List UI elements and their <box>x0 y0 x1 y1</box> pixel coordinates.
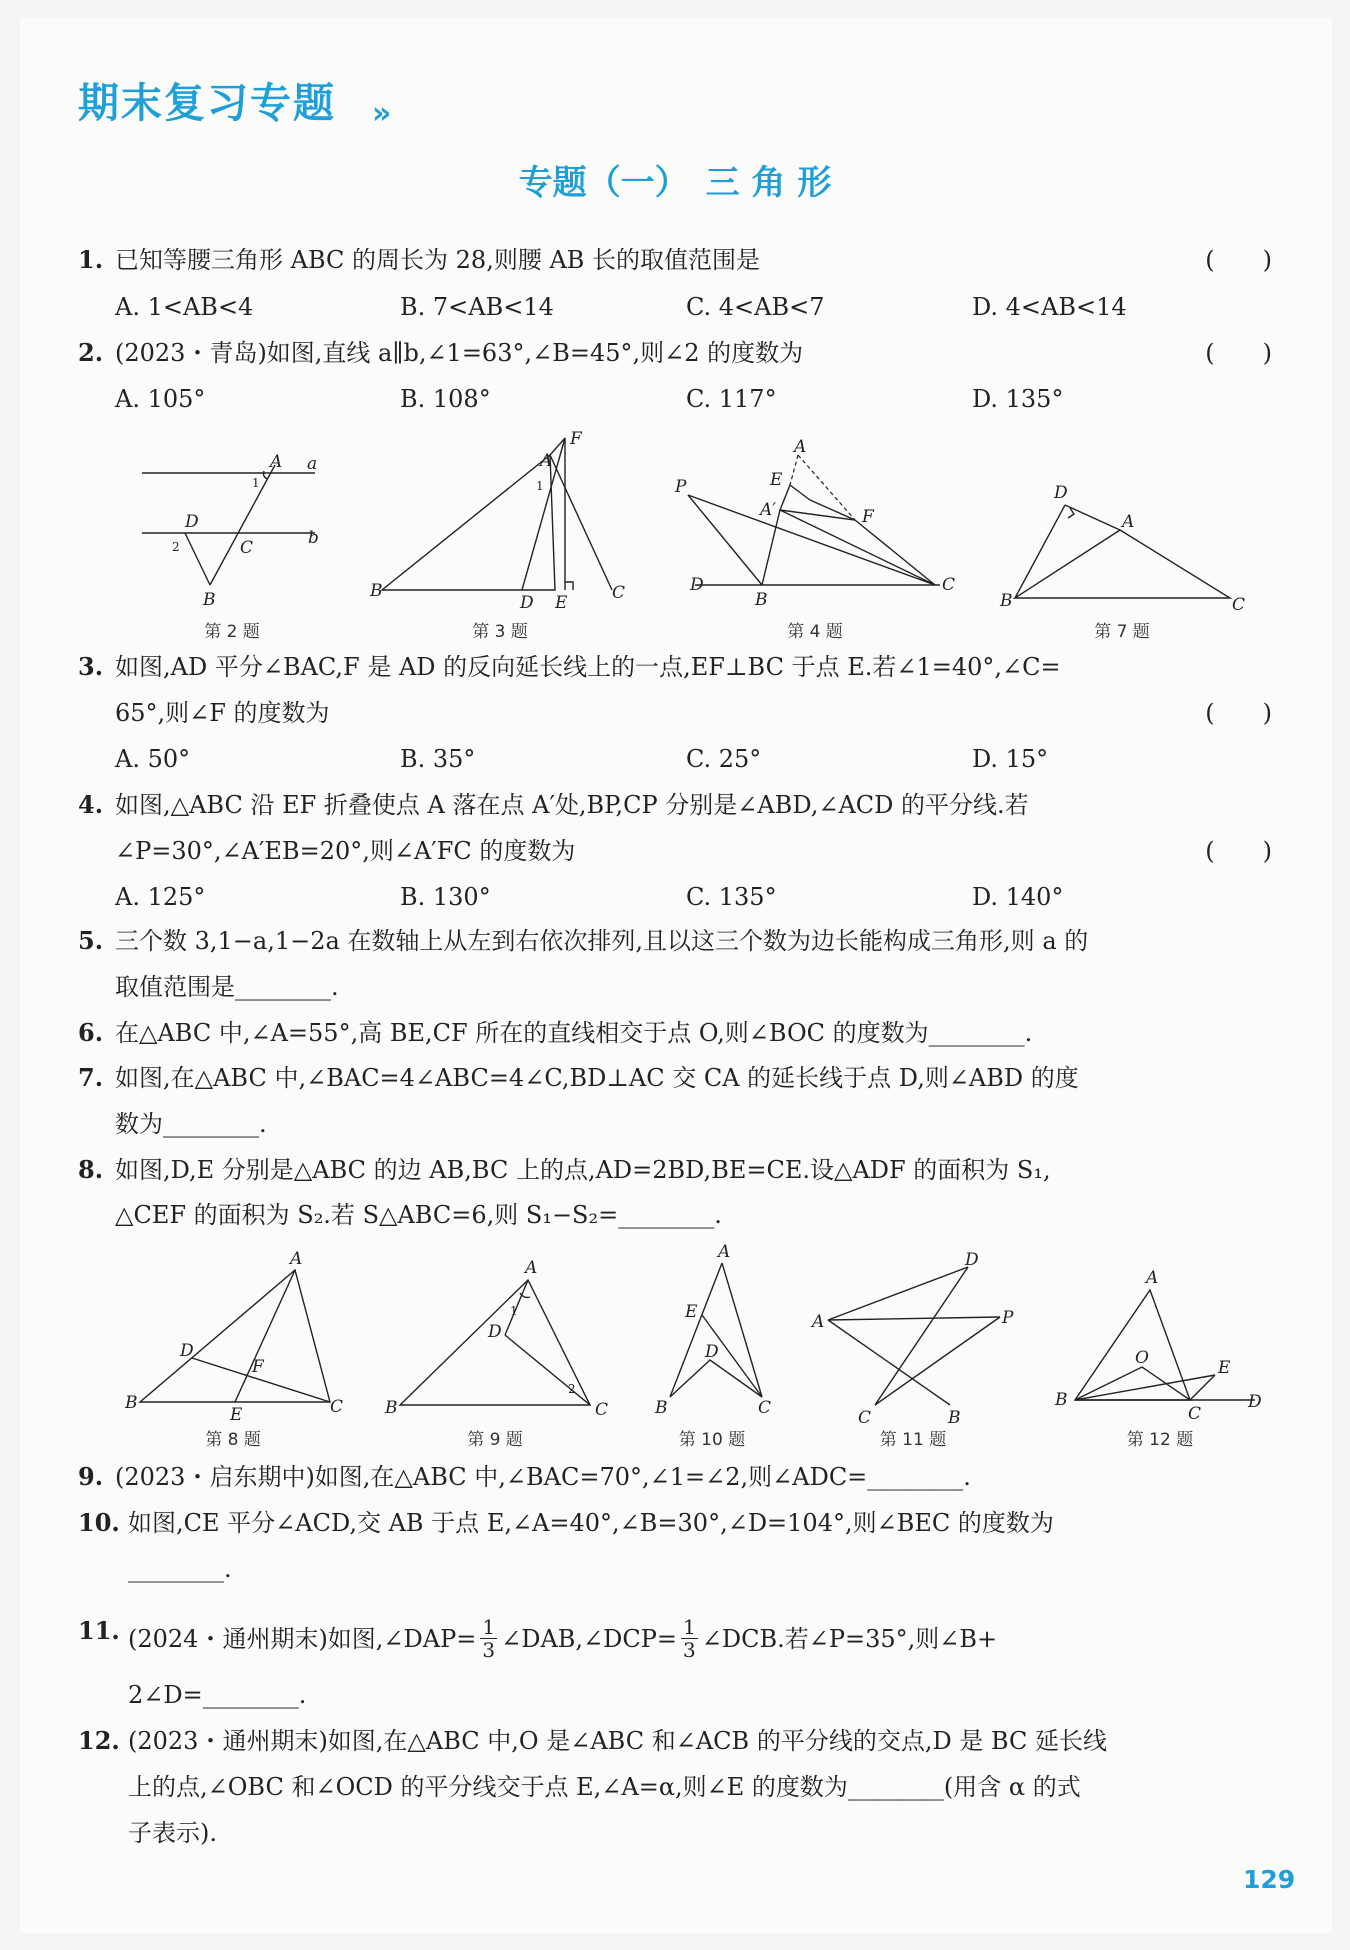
svg-text:1: 1 <box>252 476 260 490</box>
q12-text-line3: 子表示). <box>128 1819 217 1847</box>
q3-option-d: D. 15° <box>972 745 1049 773</box>
svg-text:B: B <box>1055 1390 1068 1410</box>
q4-number: 4. <box>78 790 104 819</box>
q1-option-b: B. 7<AB<14 <box>400 293 554 321</box>
q2-option-b: B. 108° <box>400 385 491 413</box>
svg-text:2: 2 <box>172 540 180 554</box>
q9-number: 9. <box>78 1462 104 1491</box>
svg-text:E: E <box>770 470 783 490</box>
q2-option-c: C. 117° <box>686 385 777 413</box>
svg-text:B: B <box>125 1393 138 1413</box>
q5-text-line2: 取值范围是________. <box>115 973 339 1001</box>
q2-answer-paren: ( ) <box>1205 339 1272 367</box>
svg-text:B: B <box>370 581 383 601</box>
q10-text-line2: ________. <box>128 1555 232 1583</box>
q3-option-a: A. 50° <box>115 745 191 773</box>
q4-text-line1: 如图,△ABC 沿 EF 折叠使点 A 落在点 A′处,BP,CP 分别是∠ABD,∠ACD 的平分线.若 <box>115 791 1029 819</box>
q4-text-line2: ∠P=30°,∠A′EB=20°,则∠A′FC 的度数为 <box>115 837 576 865</box>
q9-text: (2023・启东期中)如图,在△ABC 中,∠BAC=70°,∠1=∠2,则∠ADC=________. <box>115 1463 971 1491</box>
svg-text:O: O <box>1135 1348 1149 1368</box>
q11-fraction-1 <box>480 1616 497 1661</box>
q11-text-mid: ∠DAB,∠DCP= <box>501 1624 678 1653</box>
q3-option-c: C. 25° <box>686 745 762 773</box>
svg-text:P: P <box>675 477 687 497</box>
figure-q10-caption: 第 10 题 <box>678 1430 746 1450</box>
figure-q12 <box>1050 1265 1280 1424</box>
q7-number: 7. <box>78 1063 104 1092</box>
figure-q10 <box>650 1242 780 1420</box>
q4-option-a: A. 125° <box>115 883 206 911</box>
q3-option-b: B. 35° <box>400 745 476 773</box>
svg-text:B: B <box>385 1398 398 1418</box>
q2-text: (2023・青岛)如图,直线 a∥b,∠1=63°,∠B=45°,则∠2 的度数为 <box>115 339 804 367</box>
svg-text:A: A <box>718 1242 731 1262</box>
q6-number: 6. <box>78 1018 104 1047</box>
svg-text:A: A <box>794 437 807 457</box>
q11-fraction-2 <box>681 1616 698 1661</box>
svg-text:A: A <box>1122 512 1135 532</box>
svg-text:C: C <box>1188 1404 1202 1424</box>
q1-option-a: A. 1<AB<4 <box>115 293 254 321</box>
svg-text:E: E <box>555 593 568 613</box>
q4-option-c: C. 135° <box>686 883 777 911</box>
q1-option-d: D. 4<AB<14 <box>972 293 1127 321</box>
figure-q2-caption: 第 2 题 <box>204 622 260 642</box>
q2-number: 2. <box>78 338 104 367</box>
svg-text:D: D <box>705 1342 719 1362</box>
q7-text-line2: 数为________. <box>115 1110 267 1138</box>
chevron-icon: » <box>372 96 392 131</box>
figure-q8-caption: 第 8 题 <box>205 1430 261 1450</box>
svg-text:E: E <box>685 1302 698 1322</box>
svg-text:C: C <box>240 538 254 558</box>
svg-text:C: C <box>595 1400 609 1420</box>
svg-text:D: D <box>185 512 199 532</box>
q3-text-line2: 65°,则∠F 的度数为 <box>115 699 330 727</box>
q3-answer-paren: ( ) <box>1205 699 1272 727</box>
q10-text-line1: 如图,CE 平分∠ACD,交 AB 于点 E,∠A=40°,∠B=30°,∠D=104°,则∠BEC 的度数为 <box>128 1509 1054 1537</box>
page-number: 129 <box>1243 1865 1296 1894</box>
section-header-title: 期末复习专题 <box>78 79 336 127</box>
svg-text:C: C <box>758 1398 772 1418</box>
q8-text-line2: △CEF 的面积为 S₂.若 S△ABC=6,则 S₁−S₂=________. <box>115 1201 722 1229</box>
q1-answer-paren: ( ) <box>1205 246 1272 274</box>
q1-text: 已知等腰三角形 ABC 的周长为 28,则腰 AB 长的取值范围是 <box>115 246 761 274</box>
q2-option-d: D. 135° <box>972 385 1064 413</box>
q10-number: 10. <box>78 1508 120 1537</box>
q1-number: 1. <box>78 245 104 274</box>
q12-number: 12. <box>78 1726 120 1755</box>
svg-text:F: F <box>252 1357 264 1377</box>
q11-text-line2: 2∠D=________. <box>128 1681 307 1709</box>
svg-text:D: D <box>965 1250 979 1270</box>
q7-text-line1: 如图,在△ABC 中,∠BAC=4∠ABC=4∠C,BD⊥AC 交 CA 的延长线于点 D,则∠ABD 的度 <box>115 1064 1079 1092</box>
svg-text:A: A <box>525 1258 538 1278</box>
svg-text:D: D <box>1054 483 1068 503</box>
figure-q4-caption: 第 4 题 <box>787 622 843 642</box>
topic-title: 专题（一） 三 角 形 <box>518 163 832 203</box>
svg-text:A: A <box>540 451 553 471</box>
svg-text:b: b <box>308 528 319 548</box>
q2-option-a: A. 105° <box>115 385 206 413</box>
q11-number: 11. <box>78 1616 120 1645</box>
q6-text: 在△ABC 中,∠A=55°,高 BE,CF 所在的直线相交于点 O,则∠BOC 的度数为________. <box>115 1019 1033 1047</box>
svg-text:D: D <box>690 575 704 595</box>
svg-text:A: A <box>270 452 283 472</box>
svg-text:E: E <box>230 1405 243 1425</box>
svg-text:1: 1 <box>510 1304 518 1318</box>
svg-text:D: D <box>520 593 534 613</box>
svg-text:B: B <box>655 1398 668 1418</box>
svg-text:2: 2 <box>568 1382 576 1396</box>
svg-text:P: P <box>1002 1308 1014 1328</box>
svg-text:E: E <box>1218 1358 1231 1378</box>
svg-text:A: A <box>290 1249 303 1269</box>
q12-text-line1: (2023・通州期末)如图,在△ABC 中,O 是∠ABC 和∠ACB 的平分线的交点,D 是 BC 延长线 <box>128 1727 1108 1755</box>
figure-q7 <box>990 480 1250 615</box>
q1-option-c: C. 4<AB<7 <box>686 293 825 321</box>
svg-text:D: D <box>488 1322 502 1342</box>
svg-text:F: F <box>862 507 874 527</box>
q4-option-b: B. 130° <box>400 883 491 911</box>
figure-q12-caption: 第 12 题 <box>1126 1430 1194 1450</box>
q11-fraction-1-numerator: 1 <box>482 1615 496 1639</box>
svg-text:C: C <box>612 583 626 603</box>
q11-text-pre: (2024・通州期末)如图,∠DAP= <box>128 1624 477 1653</box>
svg-text:B: B <box>203 590 216 610</box>
q12-text-line2: 上的点,∠OBC 和∠OCD 的平分线交于点 E,∠A=α,则∠E 的度数为________(用含 α 的式 <box>128 1773 1081 1801</box>
svg-text:D: D <box>180 1341 194 1361</box>
svg-text:A: A <box>812 1312 825 1332</box>
svg-text:B: B <box>948 1408 961 1428</box>
svg-text:C: C <box>330 1397 344 1417</box>
q8-text-line1: 如图,D,E 分别是△ABC 的边 AB,BC 上的点,AD=2BD,BE=CE.设△ADF 的面积为 S₁, <box>115 1156 1051 1184</box>
figure-q11 <box>810 1250 1020 1428</box>
figure-q8 <box>120 1249 350 1425</box>
figure-q11-caption: 第 11 题 <box>879 1430 947 1450</box>
q5-text-line1: 三个数 3,1−a,1−2a 在数轴上从左到右依次排列,且以这三个数为边长能构成三角形,则 a 的 <box>115 927 1089 955</box>
svg-text:B: B <box>755 590 768 610</box>
q11-fraction-2-denominator: 3 <box>683 1638 696 1662</box>
figure-q3-caption: 第 3 题 <box>472 622 528 642</box>
q11-fraction-1-denominator: 3 <box>482 1638 496 1662</box>
svg-text:B: B <box>1000 591 1013 611</box>
svg-text:A: A <box>1146 1268 1159 1288</box>
figure-q7-caption: 第 7 题 <box>1094 622 1150 642</box>
figure-q9 <box>380 1255 620 1420</box>
q11-text-post: ∠DCB.若∠P=35°,则∠B+ <box>701 1624 998 1653</box>
figure-q4 <box>670 437 960 610</box>
svg-text:A′: A′ <box>760 500 777 520</box>
svg-text:1: 1 <box>536 479 544 493</box>
q4-answer-paren: ( ) <box>1205 837 1272 865</box>
figure-q2 <box>130 452 330 620</box>
svg-text:a: a <box>307 454 318 474</box>
q3-text-line1: 如图,AD 平分∠BAC,F 是 AD 的反向延长线上的一点,EF⊥BC 于点 E.若∠1=40°,∠C= <box>115 653 1061 681</box>
svg-text:C: C <box>1232 595 1246 615</box>
q11-fraction-2-numerator: 1 <box>683 1615 696 1639</box>
q5-number: 5. <box>78 926 104 955</box>
figure-q3 <box>360 429 630 613</box>
q8-number: 8. <box>78 1155 104 1184</box>
q11-text-line1 <box>128 1616 997 1661</box>
q4-option-d: D. 140° <box>972 883 1064 911</box>
q3-number: 3. <box>78 652 104 681</box>
svg-text:F: F <box>570 429 582 449</box>
svg-text:C: C <box>942 575 956 595</box>
svg-text:C: C <box>858 1408 872 1428</box>
figure-q9-caption: 第 9 题 <box>467 1430 523 1450</box>
svg-text:D: D <box>1248 1392 1262 1412</box>
